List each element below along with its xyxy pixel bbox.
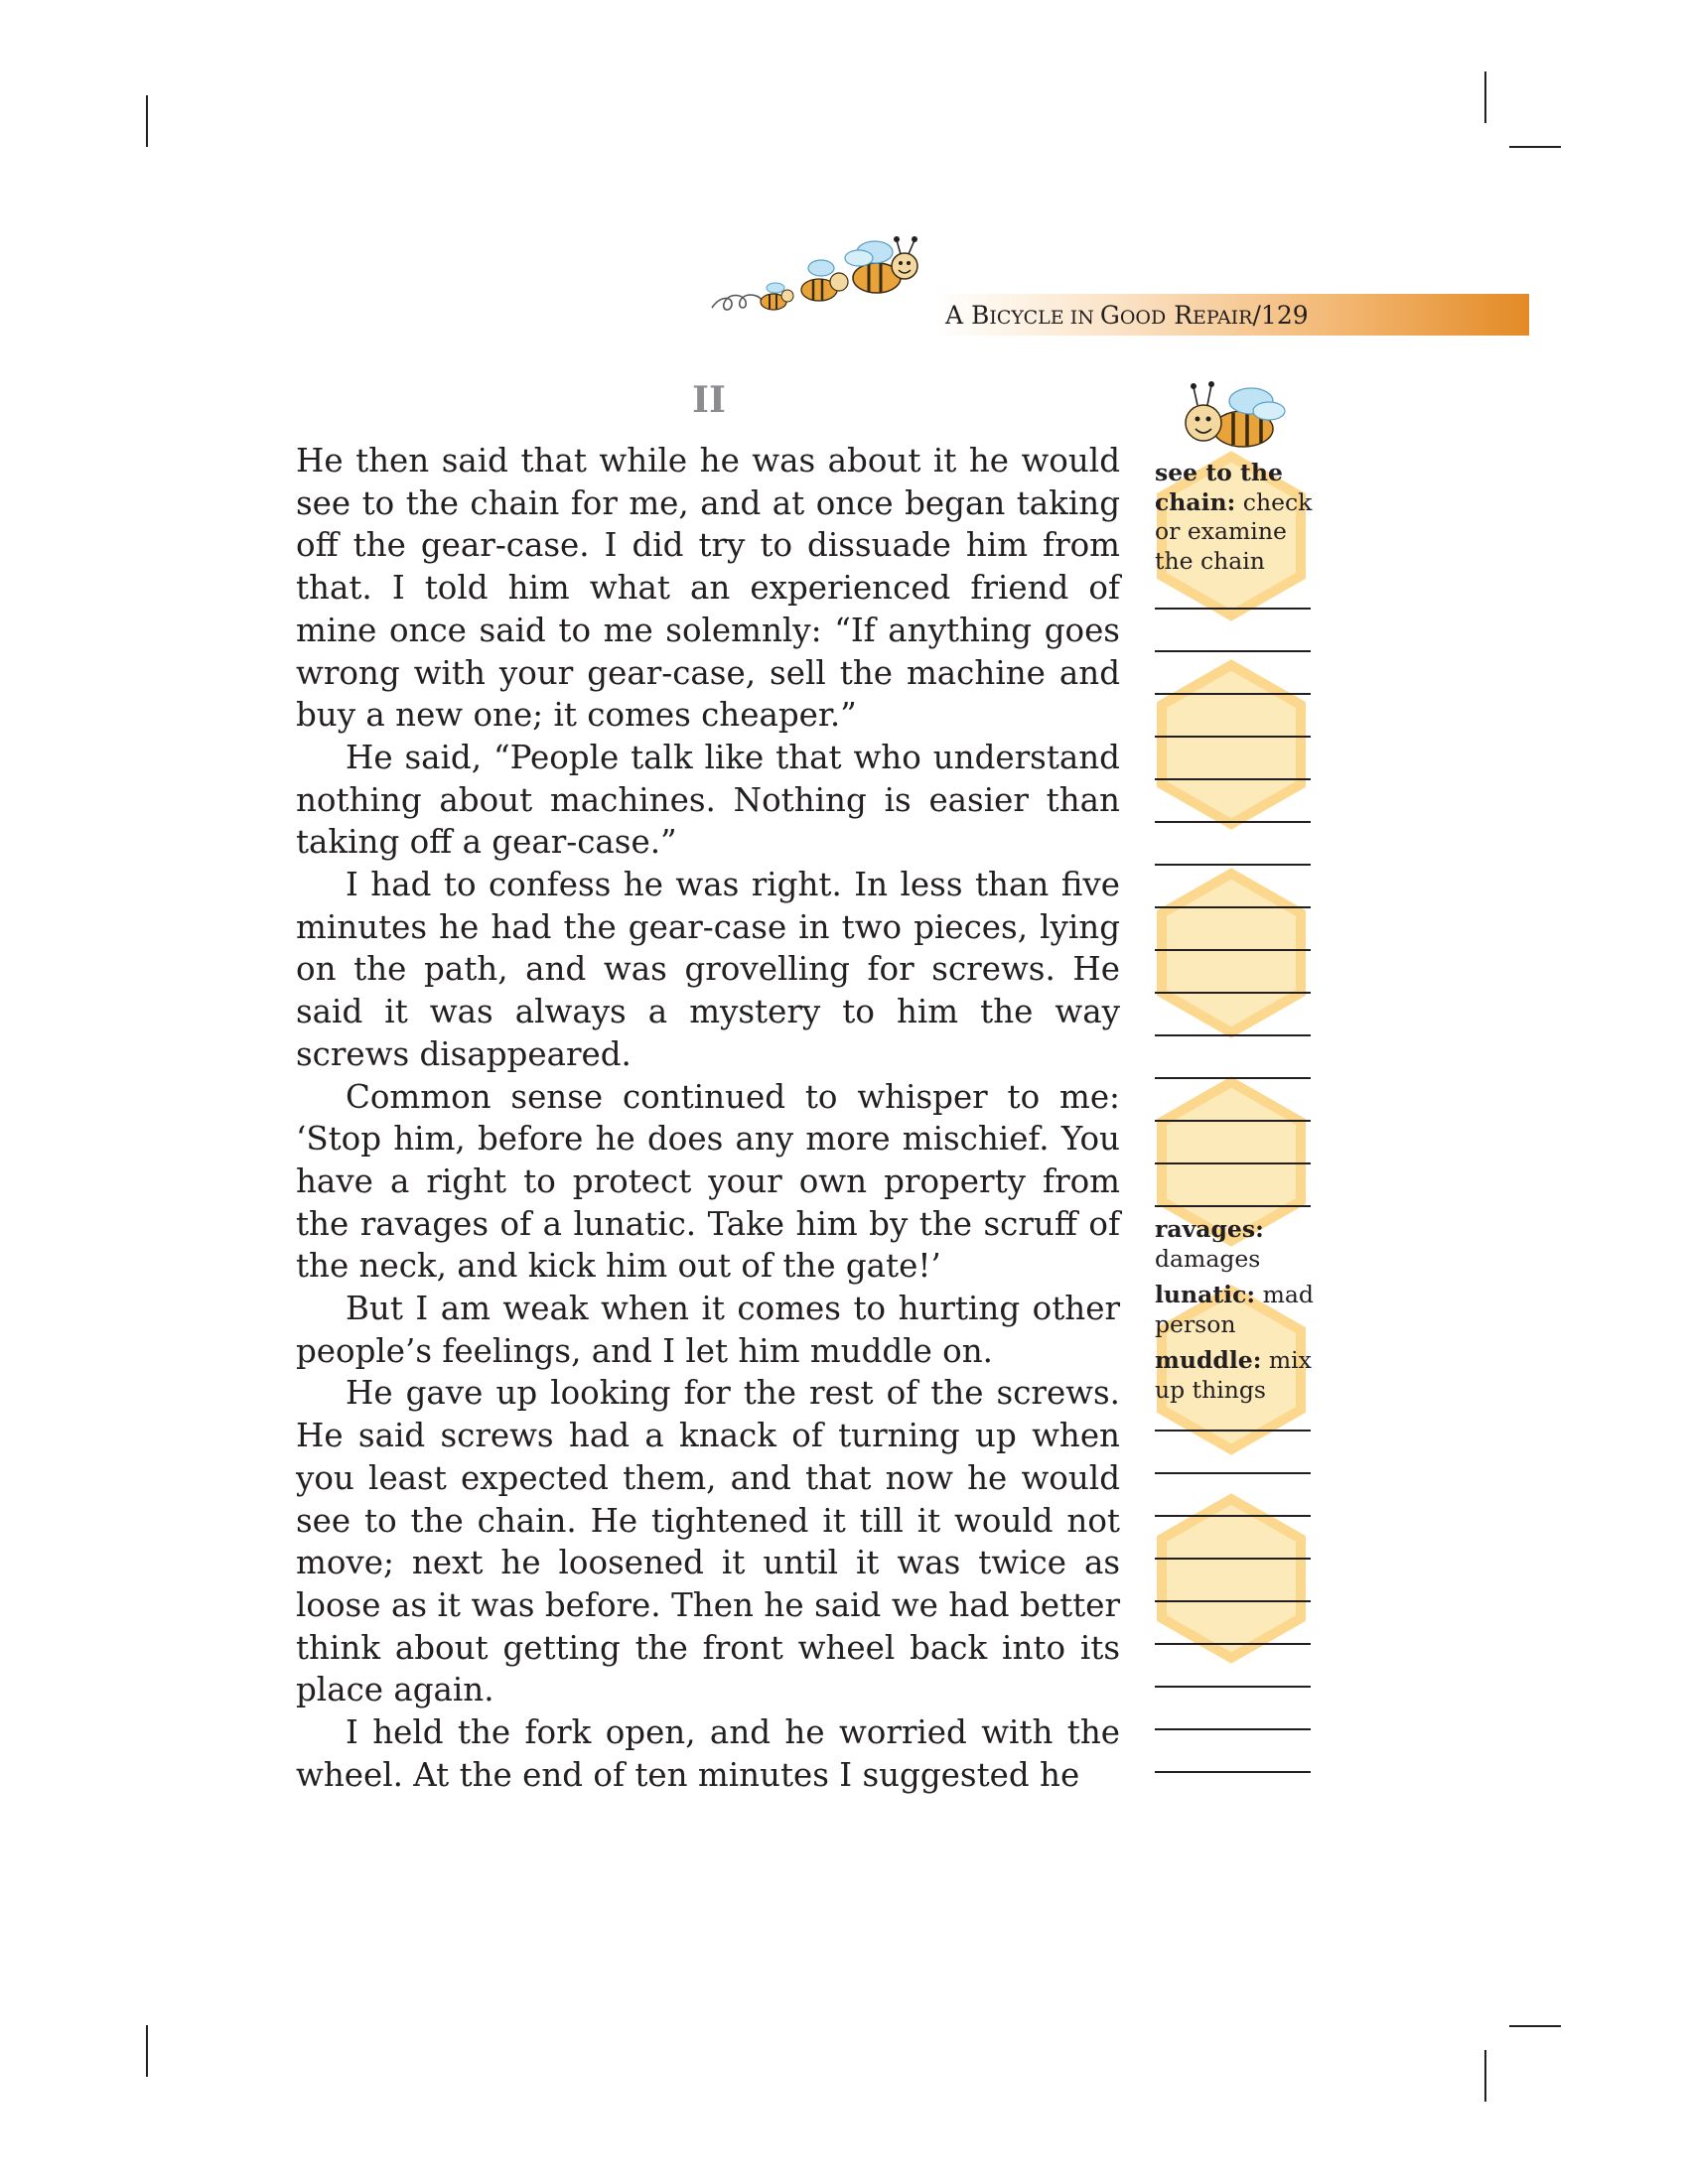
paragraph: He said, “People talk like that who understand nothing about machines. Nothing is easier than taking off a gear-case.” — [296, 738, 1120, 862]
note-rule — [1155, 949, 1311, 951]
paragraph: I held the fork open, and he worried with the wheel. At the end of ten minutes I suggested he — [296, 1713, 1120, 1794]
running-header — [945, 296, 1309, 336]
glossary-term: lunatic: — [1155, 1281, 1256, 1308]
crop-mark-bottom-right-horizontal — [1509, 2025, 1561, 2027]
header-title-part: ICYCLE — [989, 307, 1064, 329]
header-title-part: IN — [1063, 307, 1100, 329]
glossary-term: see to the chain: — [1155, 459, 1283, 516]
glossary-entry — [1155, 1215, 1324, 1274]
paragraph: But I am weak when it comes to hurting other people’s feelings, and I let him muddle on. — [296, 1290, 1120, 1370]
header-title-part: EPAIR — [1193, 307, 1253, 329]
note-rule — [1155, 1162, 1311, 1164]
crop-mark-top-left — [146, 95, 148, 147]
note-rule — [1155, 992, 1311, 994]
glossary-entry — [1155, 1346, 1324, 1405]
glossary-definition: mad person — [1155, 1281, 1314, 1338]
note-rule — [1155, 1771, 1311, 1773]
glossary-definition: check or examine the chain — [1155, 487, 1313, 575]
header-title-part: G — [1099, 301, 1120, 330]
note-rule — [1155, 1600, 1311, 1602]
note-rule — [1155, 906, 1311, 908]
note-rule — [1155, 864, 1311, 866]
bees-illustration — [710, 230, 948, 330]
paragraph: He then said that while he was about it he would see to the chain for me, and at once began taking off the gear-case. I did try to dissuade him from that. I told him what an experienced friend of mine once said to me solemnly: “If anything goes wrong with your gear-case, sell the machine and buy a new one; it comes cheaper.” — [296, 442, 1120, 735]
crop-mark-bottom-right-vertical — [1484, 2050, 1486, 2102]
note-rule — [1155, 821, 1311, 823]
glossary-entry — [1155, 459, 1324, 576]
note-rule — [1155, 736, 1311, 738]
note-rule — [1155, 1034, 1311, 1036]
glossary-definition: mix up things — [1155, 1346, 1312, 1404]
margin-bee-illustration — [1172, 377, 1291, 467]
glossary-entry — [1155, 1281, 1324, 1339]
header-title-part: OOD — [1119, 307, 1167, 329]
crop-mark-bottom-left — [146, 2025, 148, 2077]
note-rule — [1155, 693, 1311, 695]
header-title-part: A B — [945, 301, 990, 330]
header-title-part: R — [1166, 301, 1194, 330]
note-rule — [1155, 1120, 1311, 1122]
note-rule — [1155, 1643, 1311, 1645]
glossary-definition: damages — [1155, 1244, 1261, 1273]
main-text — [296, 440, 1120, 1797]
paragraph: He gave up looking for the rest of the screws. He said screws had a knack of turning up when you least expected them, and that now he would see to the chain. He tightened it till it would not move; next he loosened it until it was twice as loose as it was before. Then he said we had better think about getting the front wheel back into its place again. — [296, 1374, 1120, 1709]
note-rule — [1155, 1515, 1311, 1517]
note-rule — [1155, 1728, 1311, 1730]
paragraph: I had to confess he was right. In less than five minutes he had the gear-case in two pieces, lying on the path, and was grovelling for screws. He said it was always a mystery to him the way screws disappeared. — [296, 866, 1120, 1073]
note-rule — [1155, 1472, 1311, 1474]
note-rule — [1155, 1558, 1311, 1560]
note-rule — [1155, 608, 1311, 610]
paragraph: Common sense continued to whisper to me: ‘Stop him, before he does any more mischief. You have a right to protect your own property from the ravages of a lunatic. Take him by the scruff of the neck, and kick him out of the gate!’ — [296, 1077, 1120, 1286]
note-rule — [1155, 1430, 1311, 1432]
crop-mark-top-right-vertical — [1484, 71, 1486, 123]
note-rule — [1155, 1077, 1311, 1079]
hexagon-decoration — [1152, 437, 1321, 1767]
note-rule — [1155, 778, 1311, 780]
page-number: /129 — [1252, 301, 1309, 330]
crop-mark-top-right-horizontal — [1509, 146, 1561, 148]
note-rule — [1155, 1686, 1311, 1688]
glossary-term: muddle: — [1155, 1346, 1262, 1374]
note-rule — [1155, 650, 1311, 652]
section-number: II — [692, 379, 726, 421]
note-rule — [1155, 1205, 1311, 1207]
glossary-term: ravages: — [1155, 1215, 1264, 1243]
